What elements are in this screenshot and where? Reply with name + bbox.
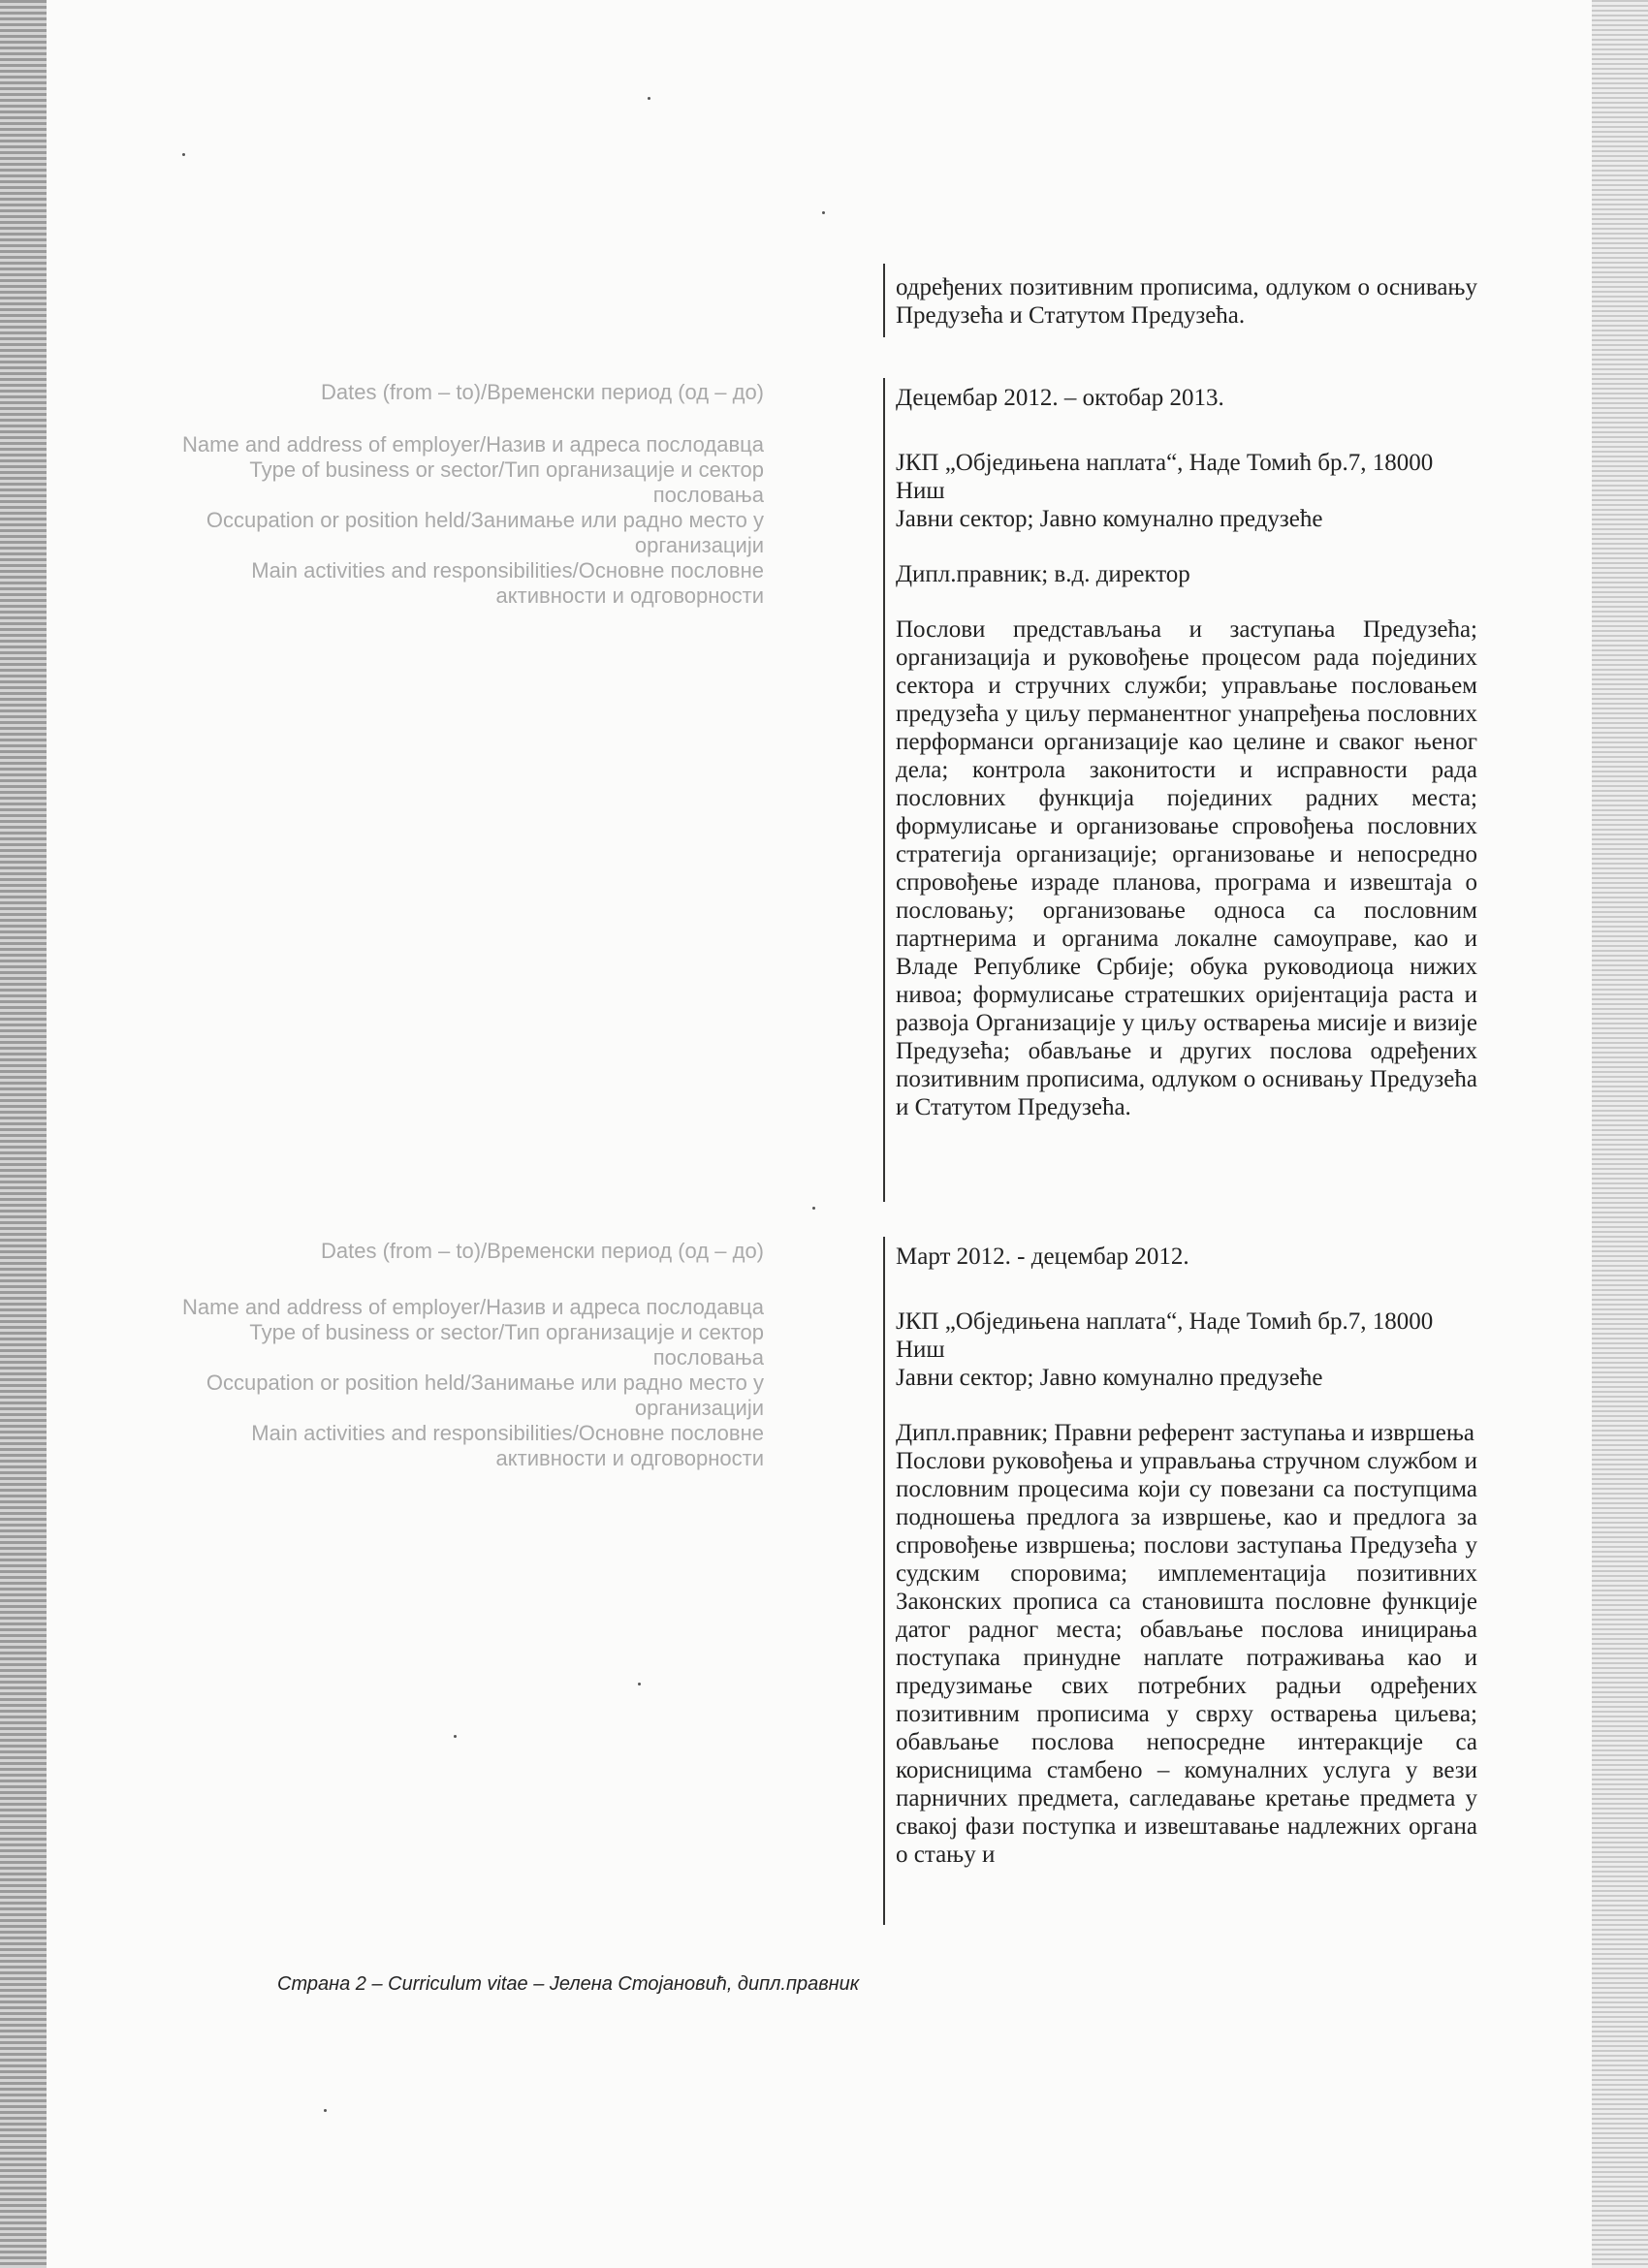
entry-1-labels [163,380,764,609]
scan-edge-left [0,0,47,2268]
label-employer: Name and address of employer/Назив и адреса послодавца [182,1295,764,1319]
entry-2-dates: Март 2012. - децембар 2012. [896,1244,1189,1270]
scan-speck [822,211,825,214]
label-dates: Dates (from – to)/Временски период (од – до) [321,1239,764,1263]
entry-1-employer: ЈКП „Обједињена наплата“, Наде Томић бр.7, 18000 Ниш [896,450,1434,504]
entry-1-business: Јавни сектор; Јавно комунално предузеће [896,506,1323,532]
entry-2-business: Јавни сектор; Јавно комунално предузеће [896,1365,1323,1391]
scan-speck [324,2109,327,2112]
entry-2-occupation: Дипл.правник; Правни референт заступања и извршења [896,1420,1474,1446]
label-occupation: Occupation or position held/Занимање или радно место у организацији [206,508,764,557]
entry-2-employer: ЈКП „Обједињена наплата“, Наде Томић бр.7, 18000 Ниш [896,1308,1434,1363]
label-dates: Dates (from – to)/Временски период (од – до) [321,380,764,404]
column-divider-top [883,264,885,337]
entry-1-values [896,384,1477,1121]
entry-1-dates: Децембар 2012. – октобар 2013. [896,385,1224,411]
label-business: Type of business or sector/Тип организације и сектор пословања [249,1320,764,1370]
entry-1-activities: Послови представљања и заступања Предузећа; организација и руковођење процесом рада појединих сектора и стручних служби; управљање пословањем предузећа у циљу перманентног унапређења пословних перформанси организације као целине и сваког њеног дела; контрола законитости и исправности рада пословних функција појединих радних места; формулисање и организовање спровођења пословних стратегија организације; организовање и непосредно спровођење израде планова, програма и извештаја о пословању; организовање односа са пословним партнерима и органима локалне самоуправе, као и Владе Републике Србије; обука руководиоца нижих нивоа; формулисање стратешких оријентација раста и развоја Организације у циљу остварења мисије и визије Предузећа; обављање и других послова одређених позитивним прописима, одлуком о оснивању Предузећа и Статутом Предузећа. [896,616,1477,1120]
label-activities: Main activities and responsibilities/Основне пословне активности и одговорности [251,558,764,608]
scan-speck [812,1207,815,1210]
label-employer: Name and address of employer/Назив и адреса послодавца [182,432,764,457]
scan-speck [454,1735,457,1738]
continuation-text [896,273,1477,330]
continuation-paragraph: одређених позитивним прописима, одлуком о оснивању Предузећа и Статутом Предузећа. [896,274,1477,329]
entry-2-values [896,1243,1477,1869]
scan-speck [648,97,650,100]
label-business: Type of business or sector/Тип организације и сектор пословања [249,457,764,507]
scan-speck [638,1683,641,1685]
entry-1-occupation: Дипл.правник; в.д. директор [896,561,1190,587]
entry-2-activities: Послови руковођења и управљања стручном службом и пословним процесима који су повезани са поступцима подношења предлога за извршење, као и предлога за спровођење извршења; послови заступања Предузећа у судским споровима; имплементација позитивних Законских прописа са становишта пословне функције датог радног места; обављање послова иницирања поступака принудне наплате потраживања као и предузимање свих потребних радњи одређених позитивним прописима у сврху остварења циљева; обављање послова непосредне интеракције са корисницима стамбено – комуналних услуга у вези парничних предмета, сагледавање кретање предмета у свакој фази поступка и извештавање надлежних органа о стању и [896,1448,1477,1868]
column-divider-entry-2 [883,1237,885,1925]
cv-page [47,0,1592,2268]
entry-2-labels [163,1239,764,1471]
page-footer: Страна 2 – Curriculum vitae – Јелена Стојановић, дипл.правник [277,1973,860,1995]
scan-edge-right [1592,0,1648,2268]
label-activities: Main activities and responsibilities/Основне пословне активности и одговорности [251,1421,764,1470]
label-occupation: Occupation or position held/Занимање или радно место у организацији [206,1370,764,1420]
column-divider-entry-1 [883,378,885,1202]
scan-speck [182,153,185,156]
